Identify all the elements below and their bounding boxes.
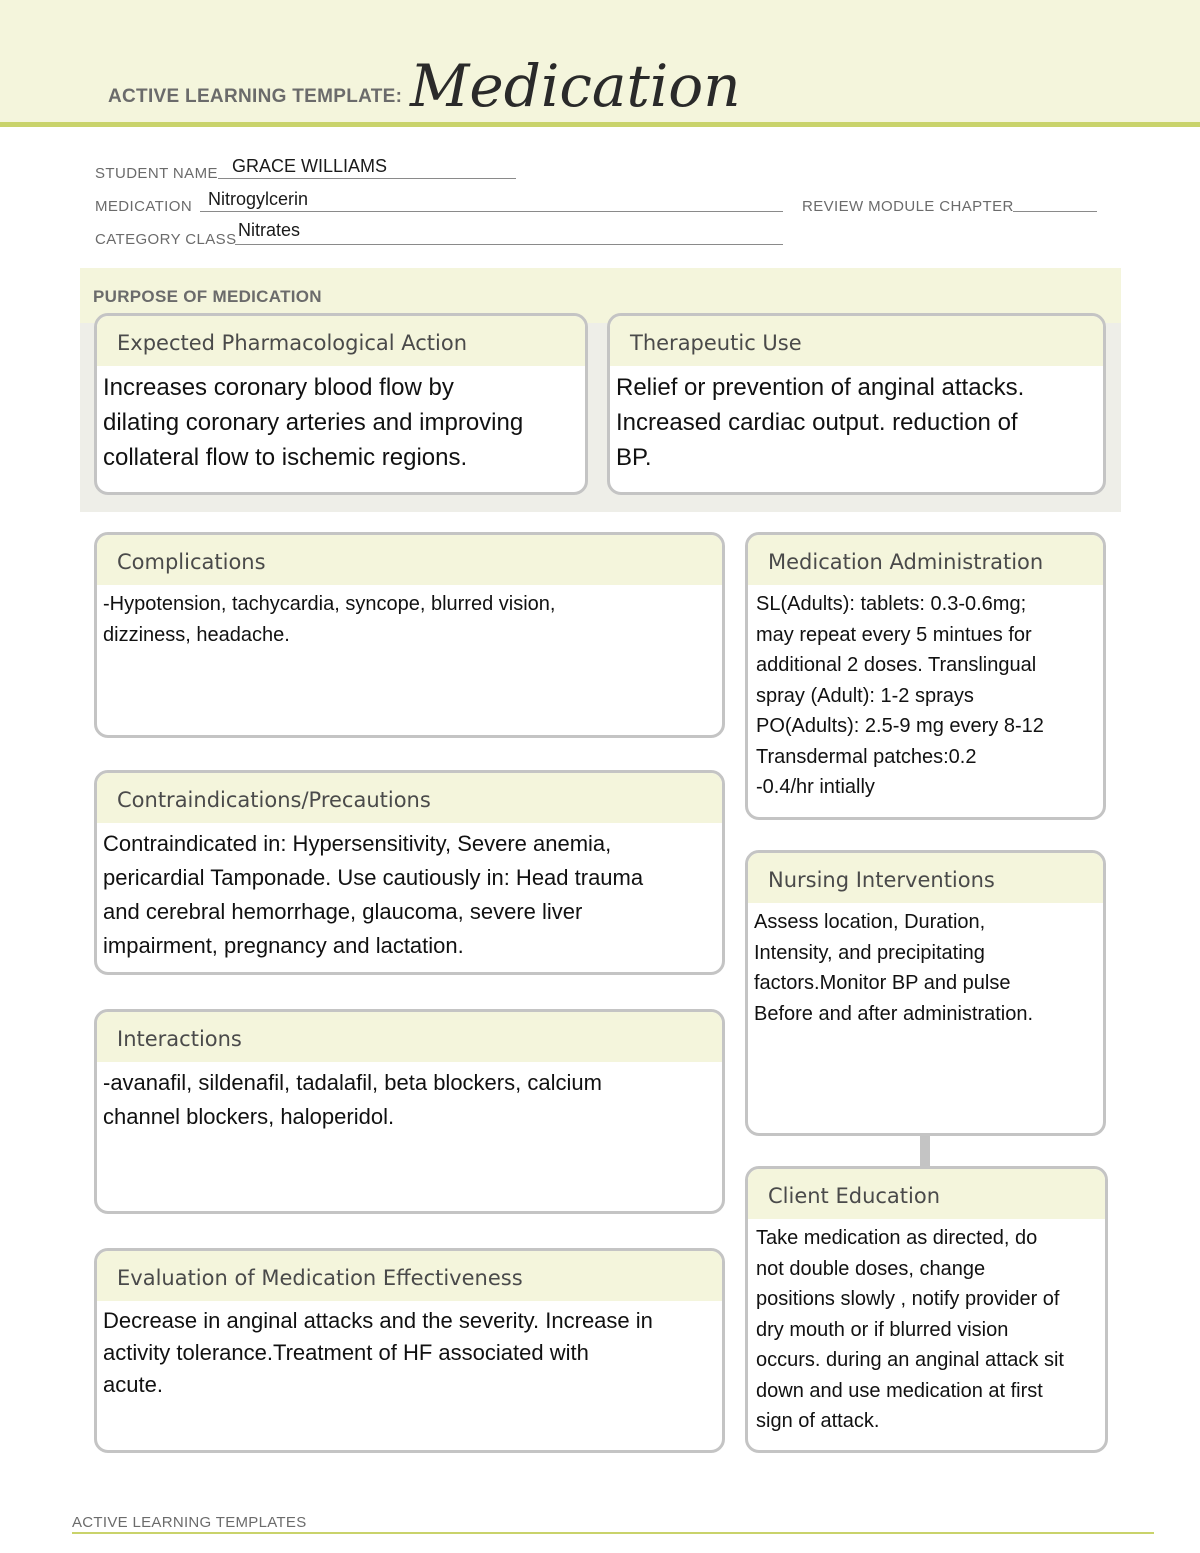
footer-label: ACTIVE LEARNING TEMPLATES: [72, 1514, 307, 1531]
category-class-line: [235, 244, 783, 245]
medication-field[interactable]: Nitrogylcerin: [208, 189, 309, 209]
client-education-box: [745, 1166, 1108, 1453]
administration-text[interactable]: SL(Adults): tablets: 0.3-0.6mg; may repeat every 5 mintues for additional 2 doses. Translingual spray (Adult): 1-2 sprays PO(Adults): 2.5-9 mg every 8-12 Transdermal patches:0.2 -0.4/hr intially: [756, 593, 1044, 798]
review-module-line: [1013, 211, 1097, 212]
evaluation-heading: Evaluation of Medication Effectiveness: [97, 1251, 722, 1301]
complications-box: [94, 532, 725, 738]
contraindications-box: [94, 770, 725, 975]
header-divider: [0, 122, 1200, 127]
student-name-line: [218, 178, 516, 179]
page-title: Medication: [410, 52, 741, 120]
expected-action-heading: Expected Pharmacological Action: [97, 316, 585, 366]
expected-action-box: [94, 313, 588, 495]
interactions-heading: Interactions: [97, 1012, 722, 1062]
interactions-text[interactable]: -avanafil, sildenafil, tadalafil, beta blockers, calcium channel blockers, haloperidol.: [103, 1070, 602, 1129]
category-class-field[interactable]: Nitrates: [238, 220, 301, 240]
purpose-title: PURPOSE OF MEDICATION: [93, 287, 322, 306]
client-education-heading: Client Education: [748, 1169, 1105, 1219]
client-education-text[interactable]: Take medication as directed, do not double doses, change positions slowly , notify provider of dry mouth or if blurred vision occurs. during an anginal attack sit down and use medication at first sign of attack.: [756, 1227, 1064, 1432]
student-name-label: STUDENT NAME: [95, 165, 218, 182]
nursing-interventions-heading: Nursing Interventions: [748, 853, 1103, 903]
complications-heading: Complications: [97, 535, 722, 585]
therapeutic-use-text[interactable]: Relief or prevention of anginal attacks. Increased cardiac output. reduction of BP.: [616, 374, 1025, 471]
administration-heading: Medication Administration: [748, 535, 1103, 585]
student-name-field[interactable]: GRACE WILLIAMS: [232, 156, 388, 176]
category-class-label: CATEGORY CLASS: [95, 231, 237, 248]
therapeutic-use-box: [607, 313, 1106, 495]
review-module-label: REVIEW MODULE CHAPTER: [802, 198, 1014, 215]
expected-action-text[interactable]: Increases coronary blood flow by dilating coronary arteries and improving collateral flow to ischemic regions.: [103, 374, 524, 471]
connector-line: [920, 1133, 930, 1166]
template-label: ACTIVE LEARNING TEMPLATE:: [108, 86, 403, 107]
therapeutic-use-heading: Therapeutic Use: [610, 316, 1103, 366]
administration-box: [745, 532, 1106, 820]
nursing-interventions-text[interactable]: Assess location, Duration, Intensity, and precipitating factors.Monitor BP and pulse Before and after administration.: [754, 911, 1034, 1025]
footer-divider: [72, 1532, 1154, 1534]
evaluation-box: [94, 1248, 725, 1453]
contraindications-text[interactable]: Contraindicated in: Hypersensitivity, Severe anemia, pericardial Tamponade. Use cautiously in: Head trauma and cerebral hemorrhage, glaucoma, severe liver impairment, pregnancy and lactation.: [103, 831, 644, 958]
nursing-interventions-box: [745, 850, 1106, 1136]
evaluation-text[interactable]: Decrease in anginal attacks and the severity. Increase in activity tolerance.Treatment of HF associated with acute.: [103, 1308, 653, 1397]
complications-text[interactable]: -Hypotension, tachycardia, syncope, blurred vision, dizziness, headache.: [103, 593, 556, 646]
interactions-box: [94, 1009, 725, 1214]
medication-label: MEDICATION: [95, 198, 193, 215]
contraindications-heading: Contraindications/Precautions: [97, 773, 722, 823]
medication-line: [200, 211, 783, 212]
